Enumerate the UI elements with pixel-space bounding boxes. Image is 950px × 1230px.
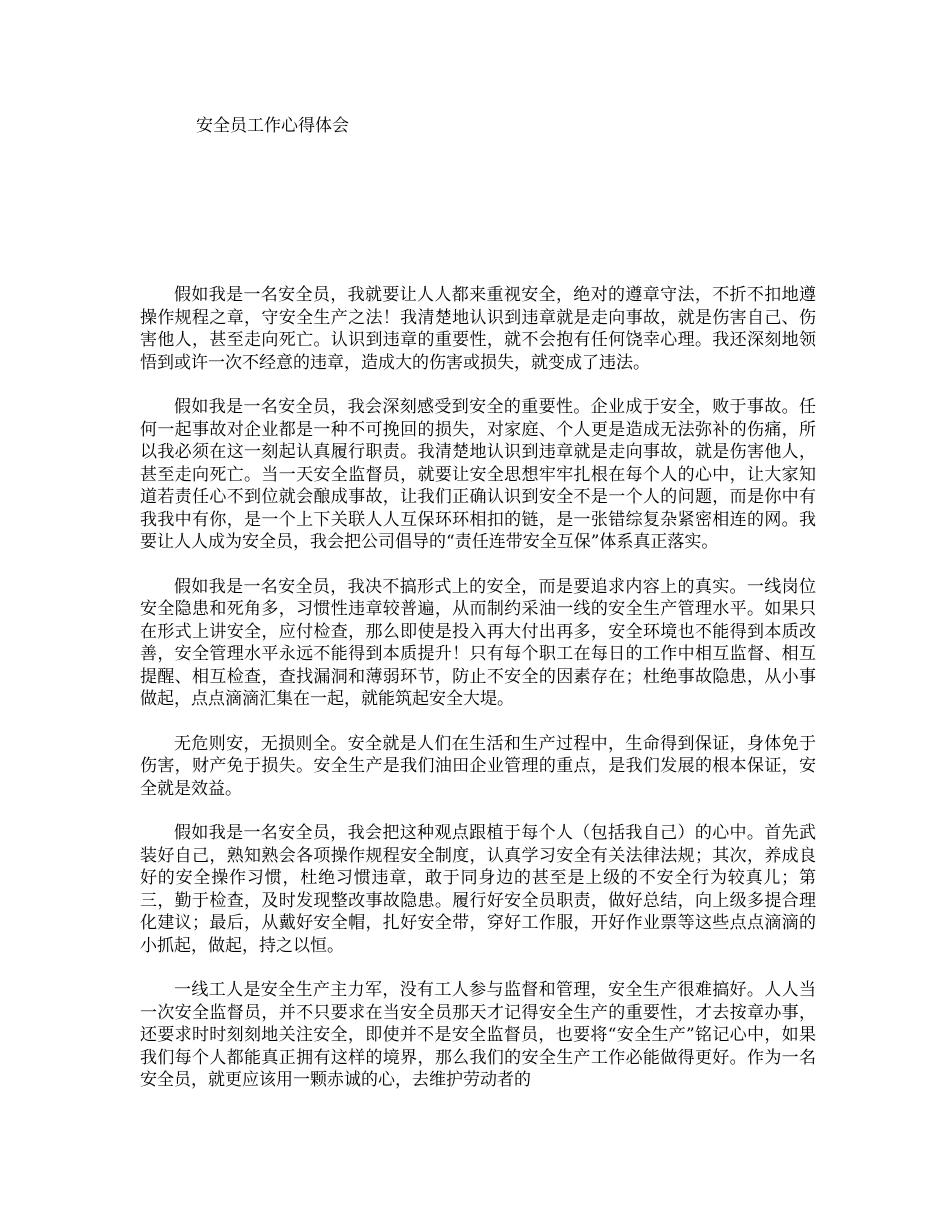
paragraph: 假如我是一名安全员，我会把这种观点跟植于每个人（包括我自己）的心中。首先武装好自己，熟知熟会各项操作规程安全制度，认真学习安全有关法律法规；其次，养成良好的安全操作习惯，杜绝习惯违章，敢于同身边的甚至是上级的不安全行为较真儿；第三，勤于检查，及时发现整改事故隐患。履行好安全员职责，做好总结，向上级多提合理化建议；最后，从戴好安全帽，扎好安全带，穿好工作服，开好作业票等这些点点滴滴的小抓起，做起，持之以恒。 [140,823,816,956]
document-body [140,284,816,1114]
paragraph: 假如我是一名安全员，我就要让人人都来重视安全，绝对的遵章守法，不折不扣地遵操作规程之章，守安全生产之法！我清楚地认识到违章就是走向事故，就是伤害自己、伤害他人，甚至走向死亡。认识到违章的重要性，就不会抱有任何饶幸心理。我还深刻地领悟到或许一次不经意的违章，造成大的伤害或损失，就变成了违法。 [140,285,816,373]
paragraph: 假如我是一名安全员，我会深刻感受到安全的重要性。企业成于安全，败于事故。任何一起事故对企业都是一种不可挽回的损失，对家庭、个人更是造成无法弥补的伤痛，所以我必须在这一刻起认真履行职责。我清楚地认识到违章就是走向事故，就是伤害他人，甚至走向死亡。当一天安全监督员，就要让安全思想牢牢扎根在每个人的心中，让大家知道若责任心不到位就会酿成事故，让我们正确认识到安全不是一个人的问题，而是你中有我我中有你，是一个上下关联人人互保环环相扣的链，是一张错综复杂紧密相连的网。我要让人人成为安全员，我会把公司倡导的“责任连带安全互保”体系真正落实。 [140,397,816,552]
document-title: 安全员工作心得体会 [196,116,349,136]
paragraph: 一线工人是安全生产主力军，没有工人参与监督和管理，安全生产很难搞好。人人当一次安全监督员，并不只要求在当安全员那天才记得安全生产的重要性，才去按章办事，还要求时时刻刻地关注安全，即使并不是安全监督员，也要将“安全生产”铭记心中，如果我们每个人都能真正拥有这样的境界，那么我们的安全生产工作必能做得更好。作为一名安全员，就更应该用一颗赤诚的心，去维护劳动者的 [140,980,816,1090]
paragraph: 无危则安，无损则全。安全就是人们在生活和生产过程中，生命得到保证，身体免于伤害，财产免于损失。安全生产是我们油田企业管理的重点，是我们发展的根本保证，安全就是效益。 [140,733,816,799]
paragraph: 假如我是一名安全员，我决不搞形式上的安全，而是要追求内容上的真实。一线岗位安全隐患和死角多，习惯性违章较普遍，从而制约采油一线的安全生产管理水平。如果只在形式上讲安全，应付检查，那么即使是投入再大付出再多，安全环境也不能得到本质改善，安全管理水平永远不能得到本质提升！只有每个职工在每日的工作中相互监督、相互提醒、相互检查，查找漏洞和薄弱环节，防止不安全的因素存在；杜绝事故隐患，从小事做起，点点滴滴汇集在一起，就能筑起安全大堤。 [140,576,816,709]
